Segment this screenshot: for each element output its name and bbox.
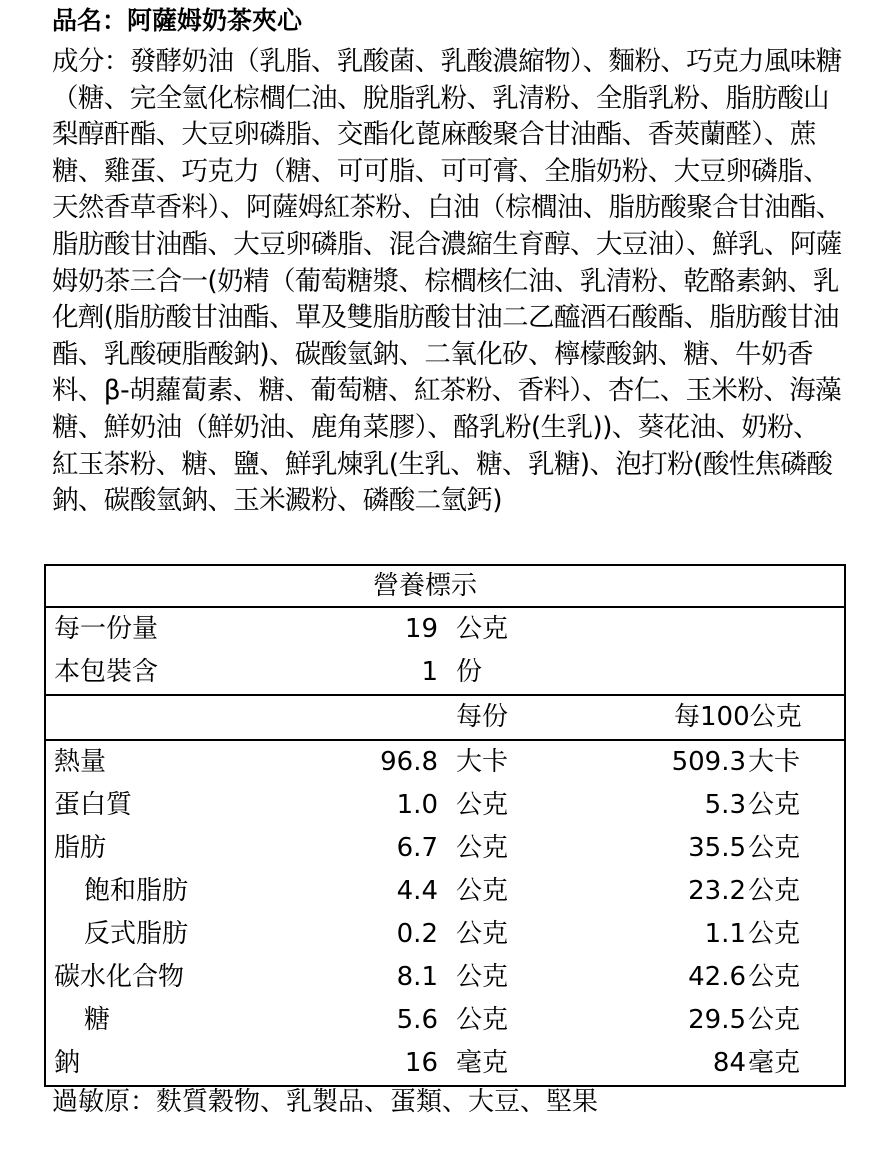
- nutrient-per-serving-unit: 公克: [456, 833, 509, 863]
- servings-row: [46, 651, 844, 696]
- nutrient-row-trans-fat: [46, 913, 844, 956]
- nutrient-name: 蛋白質: [54, 790, 133, 820]
- nutrient-per-serving-unit: 公克: [456, 962, 509, 992]
- nutrient-row-protein: [46, 784, 844, 827]
- nutrient-name: 飽和脂肪: [84, 876, 189, 906]
- nutrient-per-100g-unit: 公克: [748, 833, 801, 863]
- nutrient-per-100g-value: 29.5: [688, 1005, 746, 1035]
- nutrient-row-energy: [46, 741, 844, 784]
- product-name: 品名：阿薩姆奶茶夾心: [52, 6, 303, 35]
- nutrient-per-100g-unit: 大卡: [748, 747, 801, 777]
- nutrition-facts-table: [44, 564, 846, 1087]
- nutrient-per-serving-unit: 大卡: [456, 747, 509, 777]
- nutrient-row-sodium: [46, 1042, 844, 1085]
- nutrient-per-serving-value: 4.4: [396, 876, 438, 906]
- nutrient-per-100g-value: 1.1: [704, 919, 746, 949]
- serving-size-label: 每一份量: [54, 614, 159, 644]
- nutrient-per-100g-value: 42.6: [688, 962, 746, 992]
- nutrient-per-serving-unit: 毫克: [456, 1048, 509, 1078]
- nutrient-per-100g-unit: 公克: [748, 790, 801, 820]
- nutrient-per-100g-unit: 毫克: [748, 1048, 801, 1078]
- serving-size-row: [46, 608, 844, 651]
- nutrient-per-serving-value: 1.0: [396, 790, 438, 820]
- nutrient-per-serving-unit: 公克: [456, 876, 509, 906]
- nutrient-per-100g-unit: 公克: [748, 1005, 801, 1035]
- nutrient-per-serving-value: 96.8: [380, 747, 438, 777]
- nutrient-per-serving-unit: 公克: [456, 919, 509, 949]
- nutrient-per-100g-unit: 公克: [748, 919, 801, 949]
- nutrient-per-100g-value: 84: [712, 1048, 746, 1078]
- nutrient-name: 脂肪: [54, 833, 107, 863]
- nutrient-per-100g-value: 35.5: [688, 833, 746, 863]
- nutrition-title-row: [46, 566, 844, 608]
- ingredients-text: 成分：發酵奶油（乳脂、乳酸菌、乳酸濃縮物）、麵粉、巧克力風味糖（糖、完全氫化棕櫚仁油、脫脂乳粉、乳清粉、全脂乳粉、脂肪酸山梨醇酐酯、大豆卵磷脂、交酯化蓖麻酸聚合甘油酯、香莢蘭醛）、蔗糖、雞蛋、巧克力（糖、可可脂、可可膏、全脂奶粉、大豆卵磷脂、天然香草香料）、阿薩姆紅茶粉、白油（棕櫚油、脂肪酸聚合甘油酯、脂肪酸甘油酯、大豆卵磷脂、混合濃縮生育醇、大豆油）、鮮乳、阿薩姆奶茶三合一(奶精（葡萄糖漿、棕櫚核仁油、乳清粉、乾酪素鈉、乳化劑(脂肪酸甘油酯、單及雙脂肪酸甘油二乙醯酒石酸酯、脂肪酸甘油酯、乳酸硬脂酸鈉)、碳酸氫鈉、二氧化矽、檸檬酸鈉、糖、牛奶香料、β-胡蘿蔔素、糖、葡萄糖、紅茶粉、香料）、杏仁、玉米粉、海藻糖、鮮奶油（鮮奶油、鹿角菜膠）、酪乳粉(生乳))、葵花油、奶粉、紅玉茶粉、糖、鹽、鮮乳煉乳(生乳、糖、乳糖)、泡打粉(酸性焦磷酸鈉、碳酸氫鈉、玉米澱粉、磷酸二氫鈣): [52, 46, 842, 517]
- nutrient-per-100g-value: 5.3: [704, 790, 746, 820]
- nutrient-name: 反式脂肪: [84, 919, 189, 949]
- servings-unit: 份: [456, 657, 483, 687]
- nutrient-per-serving-unit: 公克: [456, 1005, 509, 1035]
- nutrient-per-100g-unit: 公克: [748, 876, 801, 906]
- nutrient-name: 鈉: [54, 1048, 81, 1078]
- nutrient-name: 糖: [84, 1005, 111, 1035]
- nutrient-per-serving-unit: 公克: [456, 790, 509, 820]
- serving-size-value: 19: [404, 614, 438, 644]
- nutrient-per-serving-value: 5.6: [396, 1005, 438, 1035]
- nutrition-title: 營養標示: [372, 571, 477, 601]
- serving-size-unit: 公克: [456, 614, 509, 644]
- nutrient-per-serving-value: 8.1: [396, 962, 438, 992]
- nutrient-per-serving-value: 16: [404, 1048, 438, 1078]
- nutrient-per-serving-value: 0.2: [396, 919, 438, 949]
- column-per-100g: 每100公克: [674, 702, 802, 732]
- nutrient-row-fat: [46, 827, 844, 870]
- nutrient-per-100g-unit: 公克: [748, 962, 801, 992]
- column-per-serving: 每份: [456, 702, 509, 732]
- servings-label: 本包裝含: [54, 657, 159, 687]
- nutrient-row-saturated-fat: [46, 870, 844, 913]
- nutrient-row-carbohydrate: [46, 956, 844, 999]
- nutrient-per-100g-value: 509.3: [671, 747, 746, 777]
- nutrient-row-sugar: [46, 999, 844, 1042]
- nutrient-name: 熱量: [54, 747, 107, 777]
- column-header-row: [46, 696, 844, 741]
- allergens-text: 過敏原：麩質穀物、乳製品、蛋類、大豆、堅果: [52, 1087, 599, 1117]
- nutrient-name: 碳水化合物: [54, 962, 185, 992]
- nutrient-per-100g-value: 23.2: [688, 876, 746, 906]
- servings-value: 1: [421, 657, 438, 687]
- nutrient-per-serving-value: 6.7: [396, 833, 438, 863]
